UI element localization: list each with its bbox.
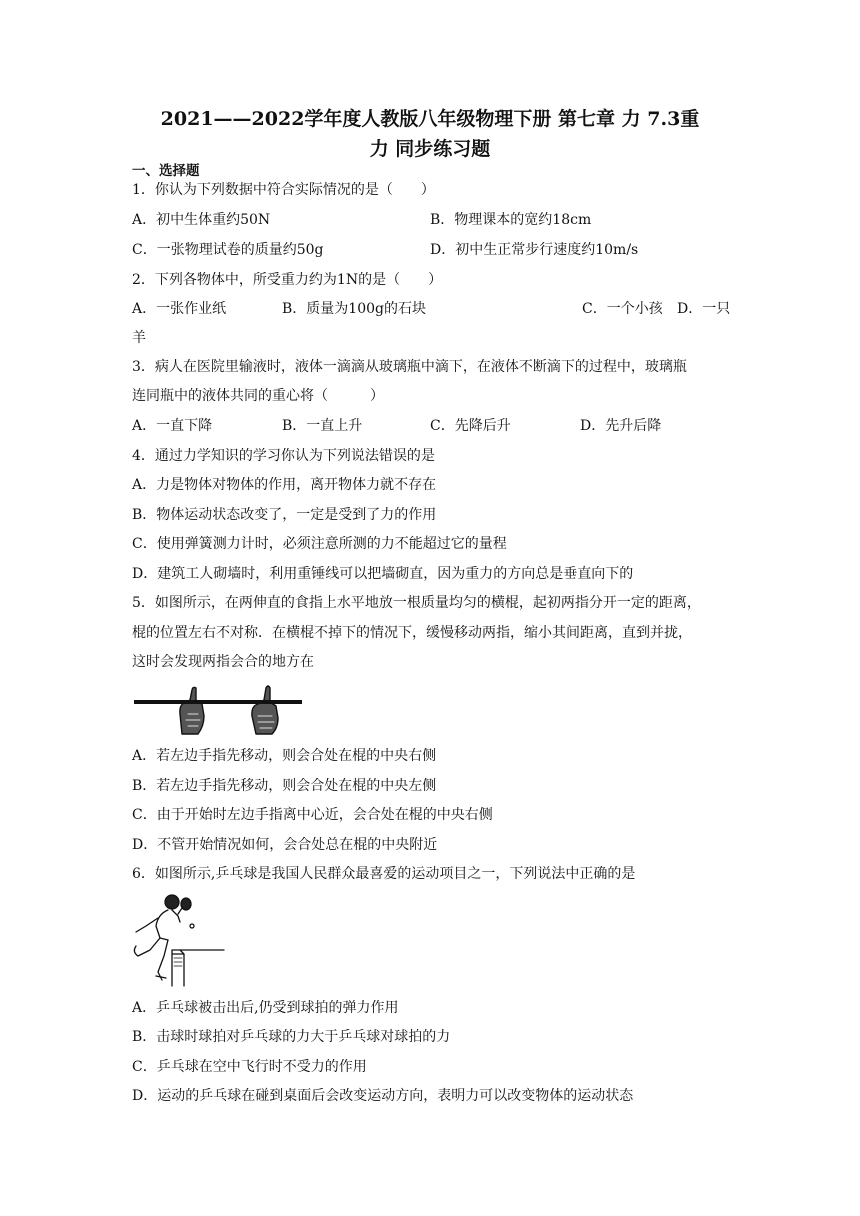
q2-option-d: D．一只 [677,301,731,317]
q1-stem: 1．你认为下列数据中符合实际情况的是（ ） [132,182,435,198]
q2-option-b: B．质量为100g的石块 [282,301,426,317]
document-title-line1: 2021——2022学年度人教版八年级物理下册 第七章 力 7.3重 [160,108,700,130]
q5-option-d: D．不管开始情况如何，会合处总在棍的中央附近 [132,837,438,853]
q3-option-b: B．一直上升 [282,418,363,434]
q3-option-c: C．先降后升 [430,418,511,434]
q2-stem: 2．下列各物体中，所受重力约为1N的是（ ） [132,272,443,288]
q5-stem-line1: 5．如图所示，在两伸直的食指上水平地放一根质量均匀的横棍，起初两指分开一定的距离， [132,595,701,611]
q3-stem-line2: 连同瓶中的液体共同的重心将（ ） [132,388,384,404]
q1-option-b: B．物理课本的宽约18cm [430,212,592,228]
q4-option-a: A．力是物体对物体的作用，离开物体力就不存在 [132,477,437,493]
left-hand-icon [180,687,204,734]
q3-stem-line1: 3．病人在医院里输液时，液体一滴滴从玻璃瓶中滴下，在液体不断滴下的过程中，玻璃瓶 [132,359,687,375]
q6-option-c: C．乒乓球在空中飞行时不受力的作用 [132,1059,367,1075]
document-title-line2: 力 同步练习题 [369,138,491,160]
player-head-icon [165,895,179,909]
q5-option-a: A．若左边手指先移动，则会合处在棍的中央右侧 [132,748,437,764]
right-hand-icon [252,686,278,734]
q1-option-a: A．初中生体重约50N [132,212,271,228]
q1-option-d: D．初中生正常步行速度约10m/s [430,242,639,258]
q6-option-d: D．运动的乒乓球在碰到桌面后会改变运动方向，表明力可以改变物体的运动状态 [132,1088,634,1104]
q3-option-d: D．先升后降 [580,418,662,434]
table-icon [172,950,224,986]
q3-option-a: A．一直下降 [132,418,213,434]
q5-option-c: C．由于开始时左边手指离中心近，会合处在棍的中央右侧 [132,807,493,823]
ball-icon [190,924,194,928]
q5-option-b: B．若左边手指先移动，则会合处在棍的中央左侧 [132,778,437,794]
q6-stem: 6．如图所示,乒乓球是我国人民群众最喜爱的运动项目之一，下列说法中正确的是 [132,866,636,882]
q6-option-b: B．击球时球拍对乒乓球的力大于乒乓球对球拍的力 [132,1029,451,1045]
q2-option-d-continued: 羊 [132,330,146,346]
q4-option-c: C．使用弹簧测力计时，必须注意所测的力不能超过它的量程 [132,536,507,552]
q1-option-c: C．一张物理试卷的质量约50g [132,242,324,258]
section-heading: 一、选择题 [132,163,200,179]
q4-option-b: B．物体运动状态改变了，一定是受到了力的作用 [132,507,437,523]
stick [134,700,302,704]
q5-stem-line3: 这时会发现两指会合的地方在 [132,654,314,670]
q2-option-c: C．一个小孩 [582,301,663,317]
q6-option-a: A．乒乓球被击出后,仍受到球拍的弹力作用 [132,1000,399,1016]
q5-stem-line2: 棍的位置左右不对称．在横棍不掉下的情况下，缓慢移动两指，缩小其间距离，直到并拢， [132,625,692,641]
table-tennis-player-figure [128,892,228,988]
q4-stem: 4．通过力学知识的学习你认为下列说法错误的是 [132,448,435,464]
fingers-stick-figure [132,684,304,738]
q4-option-d: D．建筑工人砌墙时，利用重锤线可以把墙砌直，因为重力的方向总是垂直向下的 [132,566,634,582]
q2-option-a: A．一张作业纸 [132,301,227,317]
